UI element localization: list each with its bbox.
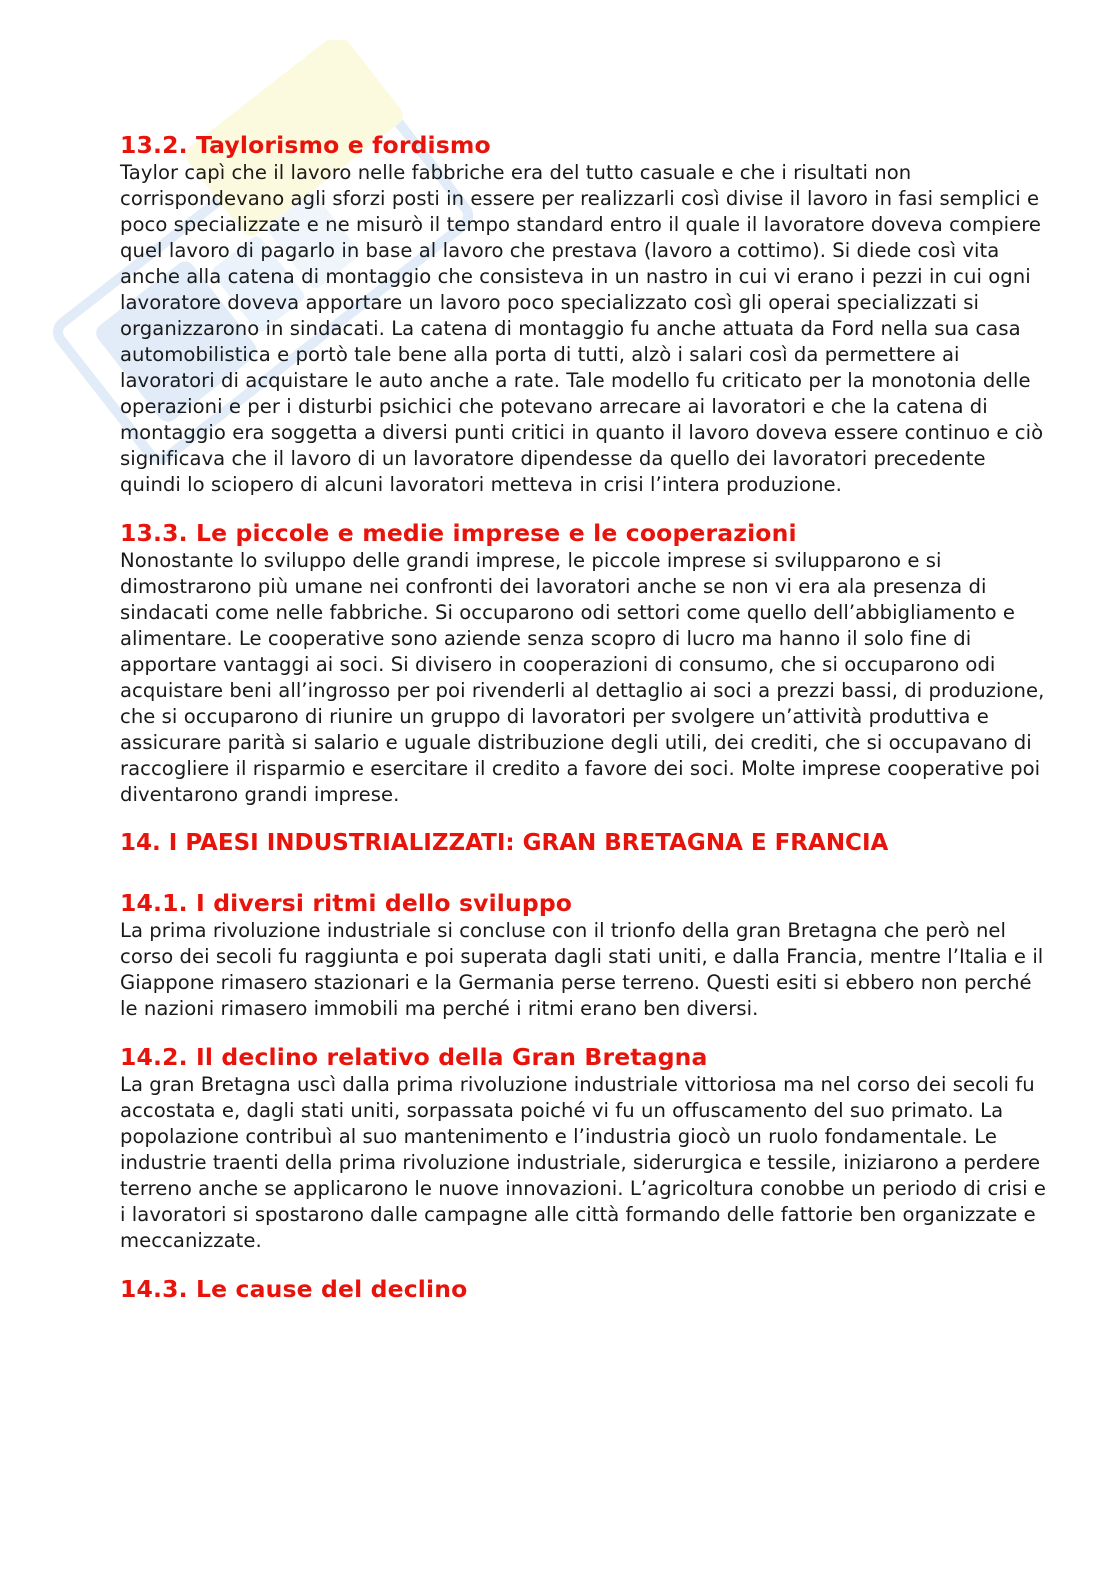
section-declino-gran-bretagna [120,1042,1050,1254]
chapter-title: 14. I PAESI INDUSTRIALIZZATI: GRAN BRETAGNA E FRANCIA [120,830,889,856]
section-paragraph: Nonostante lo sviluppo delle grandi imprese, le piccole imprese si svilupparono e si dimostrarono più umane nei confronti dei lavoratori anche se non vi era ala presenza di sindacati come nelle fabbriche. Si occuparono odi settori come quello dell’abbigliamento e alimentare. Le cooperative sono aziende senza scopro di lucro ma hanno il solo fine di apportare vantaggi ai soci. Si divisero in cooperazioni di consumo, che si occuparono odi acquistare beni all’ingrosso per poi rivenderli al dettaglio ai soci a prezzi bassi, di produzione, che si occuparono di riunire un gruppo di lavoratori per svolgere un’attività produttiva e assicurare parità si salario e uguale distribuzione degli utili, dei crediti, che si occupavano di raccogliere il risparmio e esercitare il credito a favore dei soci. Molte imprese cooperative poi diventarono grandi imprese. [120,549,1045,806]
section-piccole-medie-imprese [120,518,1050,808]
section-taylorismo [120,130,1050,498]
section-paragraph: La prima rivoluzione industriale si concluse con il trionfo della gran Bretagna che però nel corso dei secoli fu raggiunta e poi superata dagli stati uniti, e dalla Francia, mentre l’Italia e il Giappone rimasero stazionari e la Germania perse terreno. Questi esiti si ebbero non perché le nazioni rimasero immobili ma perché i ritmi erano ben diversi. [120,919,1044,1020]
section-heading: 14.3. Le cause del declino [120,1275,468,1303]
document-body [120,130,1050,1324]
section-cause-declino [120,1274,1050,1304]
section-paragraph: Taylor capì che il lavoro nelle fabbriche era del tutto casuale e che i risultati non corrispondevano agli sforzi posti in essere per realizzarli così divise il lavoro in fasi semplici e poco specializzate e ne misurò il tempo standard entro il quale il lavoratore doveva compiere quel lavoro di pagarlo in base al lavoro che prestava (lavoro a cottimo). Si diede così vita anche alla catena di montaggio che consisteva in un nastro in cui vi erano i pezzi in cui ogni lavoratore doveva apportare un lavoro poco specializzato così gli operai specializzati si organizzarono in sindacati. La catena di montaggio fu anche attuata da Ford nella sua casa automobilistica e portò tale bene alla porta di tutti, alzò i salari così da permettere ai lavoratori di acquistare le auto anche a rate. Tale modello fu criticato per la monotonia delle operazioni e per i disturbi psichici che potevano arrecare ai lavoratori e che la catena di montaggio era soggetta a diversi punti critici in quanto il lavoro doveva essere continuo e ciò significava che il lavoro di un lavoratore dipendesse da quello dei lavoratori precedente quindi lo sciopero di alcuni lavoratori metteva in crisi l’intera produzione. [120,161,1044,496]
section-paragraph: La gran Bretagna uscì dalla prima rivoluzione industriale vittoriosa ma nel corso dei secoli fu accostata e, dagli stati uniti, sorpassata poiché vi fu un offuscamento del suo primato. La popolazione contribuì al suo mantenimento e l’industria giocò un ruolo fondamentale. Le industrie traenti della prima rivoluzione industriale, siderurgica e tessile, iniziarono a perdere terreno anche se applicarono le nuove innovazioni. L’agricoltura conobbe un periodo di crisi e i lavoratori si spostarono dalle campagne alle città formando delle fattorie ben organizzate e meccanizzate. [120,1073,1047,1252]
section-diversi-ritmi [120,888,1050,1022]
section-heading: 13.3. Le piccole e medie imprese e le cooperazioni [120,519,797,547]
section-heading: 14.1. I diversi ritmi dello sviluppo [120,889,573,917]
section-heading: 13.2. Taylorismo e fordismo [120,131,491,159]
section-heading: 14.2. Il declino relativo della Gran Bretagna [120,1043,708,1071]
